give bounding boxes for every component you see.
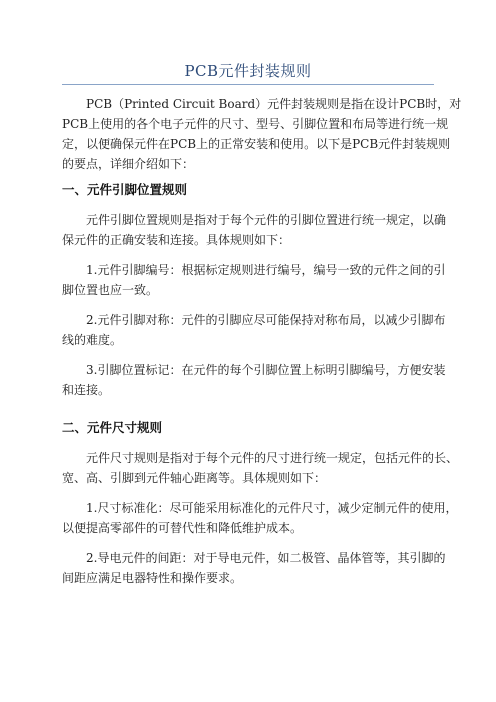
section2-intro-line: 宽、高、引脚到元件轴心距离等。具体规则如下： bbox=[62, 471, 327, 485]
section1-intro-line: 保元件的正确安装和连接。具体规则如下： bbox=[62, 233, 291, 247]
intro-paragraph bbox=[62, 94, 462, 174]
section1-item-line: 3.引脚位置标记：在元件的每个引脚位置上标明引脚编号，方便安装 bbox=[86, 363, 446, 377]
document-title: PCB元件封装规则 bbox=[184, 62, 312, 80]
section1-heading: 一、元件引脚位置规则 bbox=[62, 182, 188, 197]
section2-intro bbox=[62, 448, 459, 488]
intro-line: PCB上使用的各个电子元件的尺寸、型号、引脚位置和布局等进行统一规 bbox=[62, 117, 449, 131]
section1-item-line: 2.元件引脚对称：元件的引脚应尽可能保持对称布局，以减少引脚布 bbox=[86, 313, 446, 327]
section1-intro-line: 元件引脚位置规则是指对于每个元件的引脚位置进行统一规定，以确 bbox=[86, 213, 447, 227]
section2-item-1 bbox=[62, 498, 458, 538]
section2-item-line: 以便提高零部件的可替代性和降低维护成本。 bbox=[62, 521, 303, 535]
section2-item-line: 2.导电元件的间距：对于导电元件，如二极管、晶体管等，其引脚的 bbox=[86, 551, 446, 565]
section1-item-line: 1.元件引脚编号：根据标定规则进行编号，编号一致的元件之间的引 bbox=[86, 263, 446, 277]
section2-item-line: 1.尺寸标准化：尽可能采用标准化的元件尺寸，减少定制元件的使用， bbox=[86, 501, 458, 515]
section1-item-1 bbox=[62, 260, 446, 300]
section1-item-line: 线的难度。 bbox=[62, 333, 123, 347]
intro-line: 定，以便确保元件在PCB上的正常安装和使用。以下是PCB元件封装规则 bbox=[62, 137, 451, 151]
title-underline bbox=[62, 84, 434, 85]
section1-item-3 bbox=[62, 360, 446, 400]
section1-item-line: 脚位置也应一致。 bbox=[62, 283, 159, 297]
intro-line: PCB（Printed Circuit Board）元件封装规则是指在设计PCB时，对 bbox=[86, 97, 462, 111]
section2-intro-line: 元件尺寸规则是指对于每个元件的尺寸进行统一规定，包括元件的长、 bbox=[86, 451, 459, 465]
section1-item-2 bbox=[62, 310, 446, 350]
section1-intro bbox=[62, 210, 447, 250]
intro-line: 的要点，详细介绍如下： bbox=[62, 157, 195, 171]
section2-item-line: 间距应满足电器特性和操作要求。 bbox=[62, 571, 243, 585]
section2-heading: 二、元件尺寸规则 bbox=[62, 420, 163, 435]
section1-item-line: 和连接。 bbox=[62, 383, 111, 397]
section2-item-2 bbox=[62, 548, 446, 588]
